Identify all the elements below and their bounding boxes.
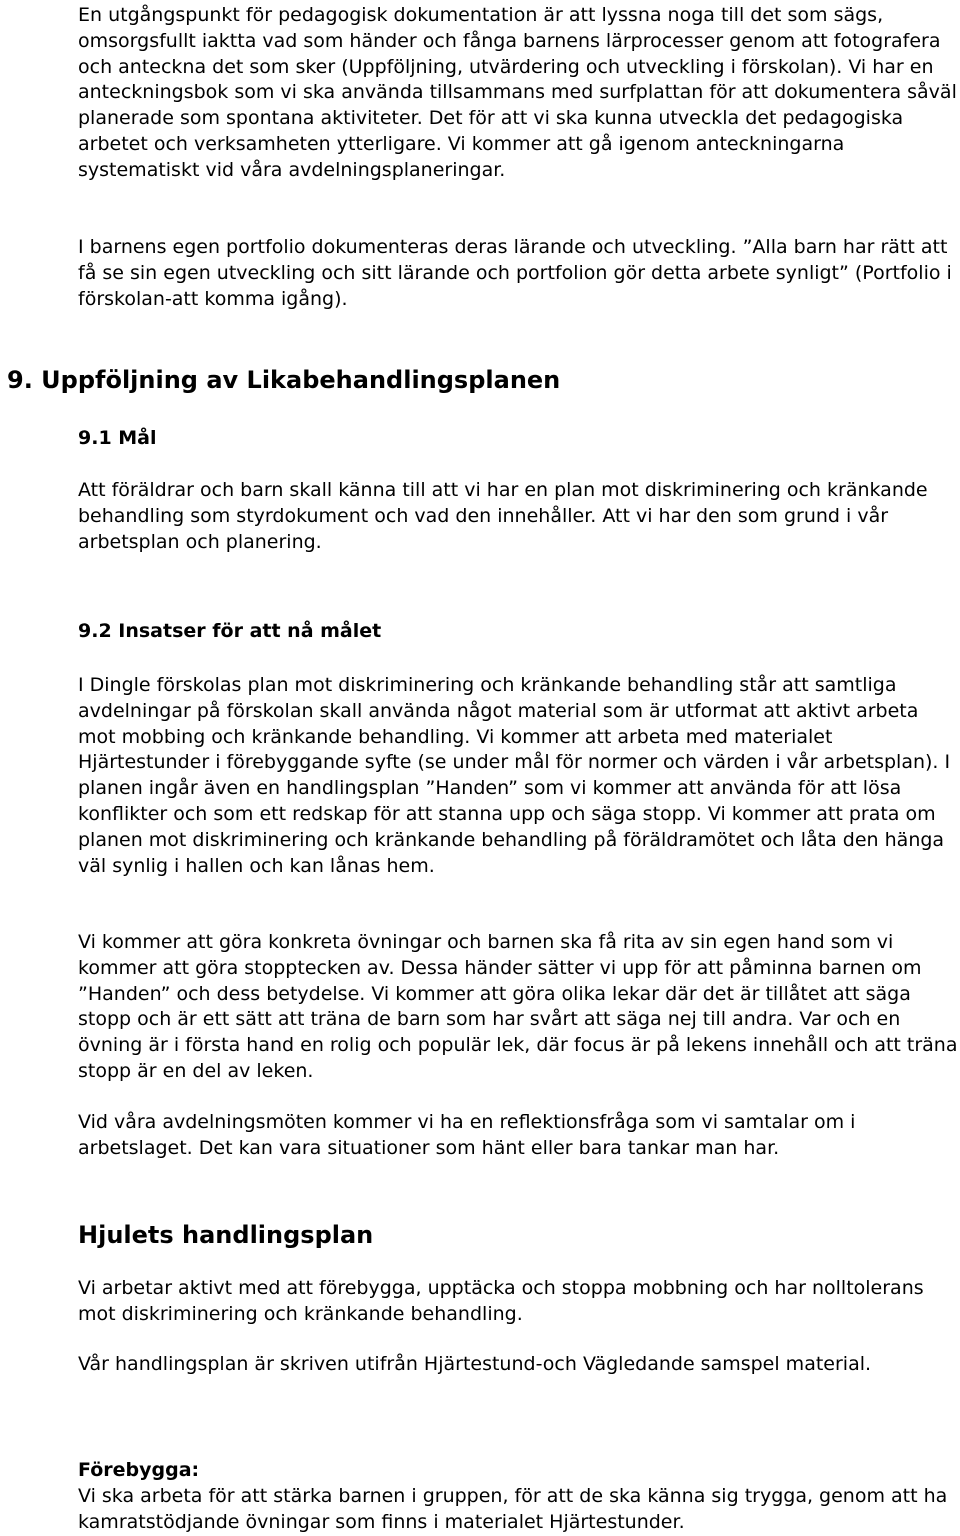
section-9-1-heading: 9.1 Mål [78,427,157,449]
hjulet-heading: Hjulets handlingsplan [78,1221,374,1249]
section-9-2-heading: 9.2 Insatser för att nå målet [78,620,382,642]
intro-paragraph: En utgångspunkt för pedagogisk dokumentation är att lyssna noga till det som sägs, omsorgsfullt iaktta vad som händer och fånga barnens lärprocesser genom att fotografera och anteckna det som sker (Uppföljning, utvärdering och utveckling i förskolan). Vi har en anteckningsbok som vi ska använda tillsammans med surfplattan för att dokumentera såväl planerade som spontana aktiviteter. Det för att vi ska kunna utveckla det pedagogiska arbetet och verksamheten ytterligare. Vi kommer att gå igenom anteckningarna systematiskt vid våra avdelningsplaneringar. [78,4,957,181]
portfolio-paragraph: I barnens egen portfolio dokumenteras deras lärande och utveckling. ”Alla barn har rätt att få se sin egen utveckling och sitt lärande och portfolion gör detta arbete synligt” (Portfolio i förskolan-att komma igång). [78,236,952,310]
forebygga-paragraph: Vi ska arbeta för att stärka barnen i gruppen, för att de ska känna sig trygga, genom att ha kamratstödjande övningar som finns i materialet Hjärtestunder. [78,1485,948,1533]
forebygga-label: Förebygga: [78,1459,200,1481]
goal-paragraph: Att föräldrar och barn skall känna till att vi har en plan mot diskriminering och kränkande behandling som styrdokument och vad den innehåller. Att vi har den som grund i vår arbetsplan och planering. [78,479,928,553]
measures-paragraph: I Dingle förskolas plan mot diskriminering och kränkande behandling står att samtliga avdelningar på förskolan skall använda något material som är utformat att aktivt arbeta mot mobbing och kränkande behandling. Vi kommer att arbeta med materialet Hjärtestunder i förebyggande syfte (se under mål för normer och värden i vår arbetsplan). I planen ingår även en handlingsplan ”Handen” som vi kommer att använda för att lösa konflikter och som ett redskap för att stanna upp och säga stopp. Vi kommer att prata om planen mot diskriminering och kränkande behandling på föräldramötet och låta den hänga väl synlig i hallen och kan lånas hem. [78,674,951,877]
exercises-paragraph: Vi kommer att göra konkreta övningar och barnen ska få rita av sin egen hand som vi kommer att göra stopptecken av. Dessa händer sätter vi upp för att påminna barnen om ”Handen” och dess betydelse. Vi kommer att göra olika lekar där det är tillåtet att säga stopp och är ett sätt att träna de barn som har svårt att säga nej till andra. Var och en övning är i första hand en rolig och populär lek, där focus är på lekens innehåll och att träna stopp är en del av leken. [78,931,958,1082]
hjulet-paragraph-2: Vår handlingsplan är skriven utifrån Hjärtestund-och Vägledande samspel material. [78,1353,872,1375]
section-9-heading: 9. Uppföljning av Likabehandlingsplanen [7,366,561,394]
reflection-paragraph: Vid våra avdelningsmöten kommer vi ha en reflektionsfråga som vi samtalar om i arbetslaget. Det kan vara situationer som hänt eller bara tankar man har. [78,1111,856,1159]
hjulet-paragraph-1: Vi arbetar aktivt med att förebygga, upptäcka och stoppa mobbning och har nolltolerans mot diskriminering och kränkande behandling. [78,1277,924,1325]
